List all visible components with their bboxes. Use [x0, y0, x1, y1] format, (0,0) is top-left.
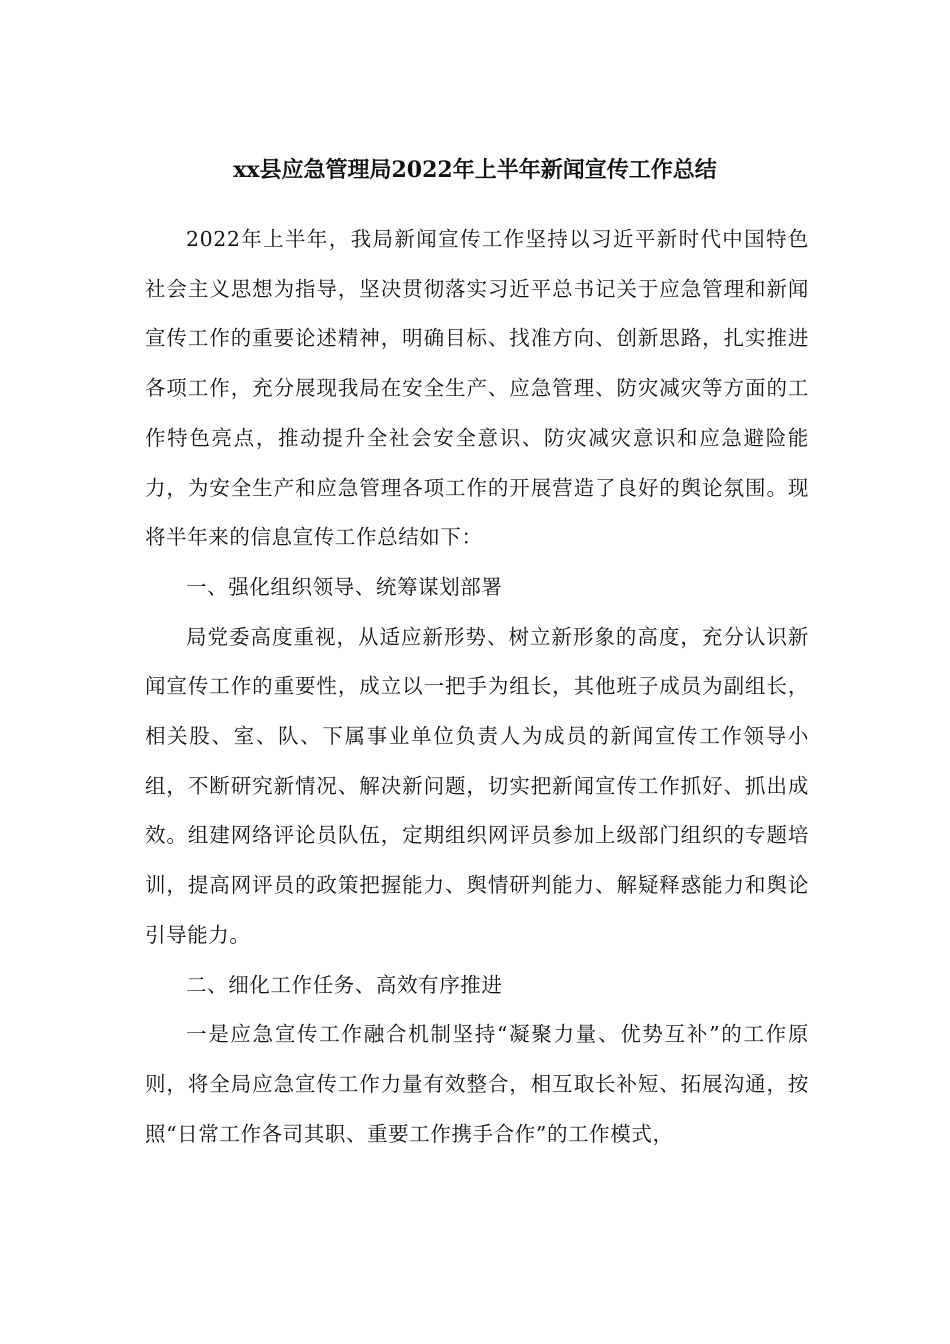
- document-title: xx县应急管理局2022年上半年新闻宣传工作总结: [233, 157, 717, 183]
- section-2-paragraph: 一是应急宣传工作融合机制坚持“凝聚力量、优势互补”的工作原则，将全局应急宣传工作力量有效整合，相互取长补短、拓展沟通，按照“日常工作各司其职、重要工作携手合作”的工作模式，: [145, 1022, 809, 1146]
- section-1-paragraph: 局党委高度重视，从适应新形势、树立新形象的高度，充分认识新闻宣传工作的重要性，成立以一把手为组长，其他班子成员为副组长，相关股、室、队、下属事业单位负责人为成员的新闻宣传工作领导小组，不断研究新情况、解决新问题，切实把新闻宣传工作抓好、抓出成效。组建网络评论员队伍，定期组织网评员参加上级部门组织的专题培训，提高网评员的政策把握能力、舆情研判能力、解疑释惑能力和舆论引导能力。: [145, 624, 809, 947]
- intro-paragraph: 2022年上半年，我局新闻宣传工作坚持以习近平新时代中国特色社会主义思想为指导，坚决贯彻落实习近平总书记关于应急管理和新闻宣传工作的重要论述精神，明确目标、找准方向、创新思路，扎实推进各项工作，充分展现我局在安全生产、应急管理、防灾减灾等方面的工作特色亮点，推动提升全社会安全意识、防灾减灾意识和应急避险能力，为安全生产和应急管理各项工作的开展营造了良好的舆论氛围。现将半年来的信息宣传工作总结如下：: [145, 227, 809, 550]
- section-heading-2: 二、细化工作任务、高效有序推进: [186, 972, 503, 997]
- section-heading-1: 一、强化组织领导、统筹谋划部署: [186, 574, 503, 599]
- document-body: [145, 215, 809, 1159]
